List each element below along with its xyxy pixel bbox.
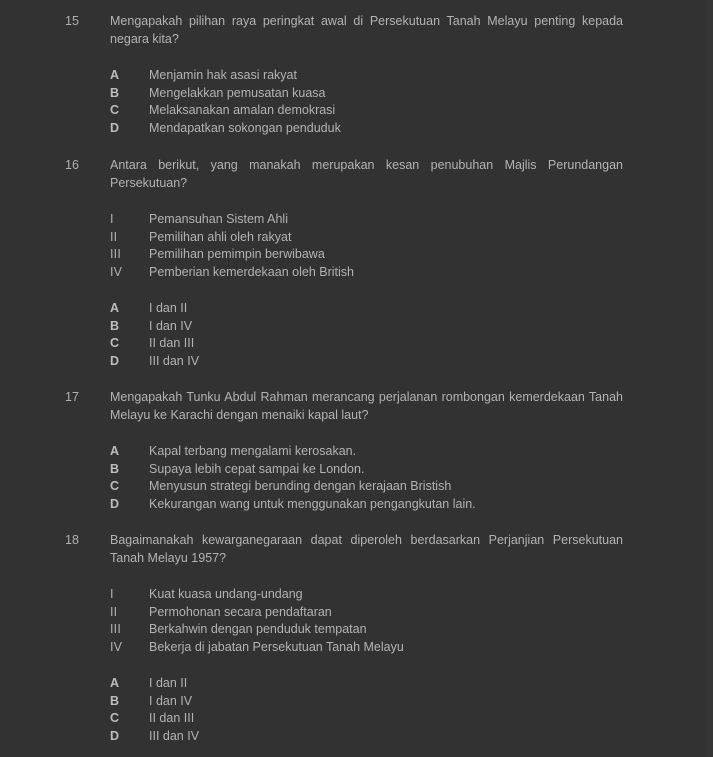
option-key: B	[110, 85, 120, 100]
question-body	[110, 156, 623, 370]
question-block-15	[0, 0, 713, 137]
statement-row	[110, 586, 623, 604]
statement-text: Bekerja di jabatan Persekutuan Tanah Melayu	[149, 639, 404, 654]
statement-text: Pemilihan ahli oleh rakyat	[149, 229, 292, 244]
question-text: Mengapakah pilihan raya peringkat awal di Persekutuan Tanah Melayu penting kepada negara kita?	[110, 14, 623, 46]
option-row[interactable]	[110, 728, 623, 746]
option-row[interactable]	[110, 710, 623, 728]
question-number: 16	[65, 158, 79, 172]
question-block-18	[0, 513, 713, 745]
question-number: 17	[65, 390, 79, 404]
option-row[interactable]	[110, 675, 623, 693]
spacer	[110, 192, 623, 211]
option-key: C	[110, 103, 120, 117]
option-key: B	[110, 693, 120, 708]
spacer	[110, 48, 623, 67]
statement-text: Pemberian kemerdekaan oleh British	[149, 264, 354, 279]
option-row[interactable]	[110, 318, 623, 336]
statement-text: Pemansuhan Sistem Ahli	[149, 212, 288, 226]
option-key: B	[110, 318, 120, 333]
option-text: II dan III	[149, 336, 195, 350]
statement-row	[110, 604, 623, 622]
option-key: C	[110, 479, 120, 493]
statement-text: Permohonan secara pendaftaran	[149, 604, 332, 619]
statement-text: Pemilihan pemimpin berwibawa	[149, 247, 325, 261]
option-row[interactable]	[110, 496, 623, 514]
statement-key: IV	[110, 264, 123, 279]
statement-key: II	[110, 229, 118, 244]
option-text: III dan IV	[149, 728, 200, 743]
option-row[interactable]	[110, 478, 623, 496]
statement-row	[110, 246, 623, 264]
option-key: C	[110, 711, 120, 725]
spacer	[110, 567, 623, 586]
spacer	[110, 281, 623, 300]
option-text: I dan II	[149, 301, 188, 315]
option-text: I dan IV	[149, 693, 193, 708]
option-key: D	[110, 728, 120, 743]
option-row[interactable]	[110, 353, 623, 371]
option-text: Menjamin hak asasi rakyat	[149, 68, 297, 82]
question-block-17	[0, 370, 713, 513]
statement-list	[110, 211, 623, 281]
option-text: Kapal terbang mengalami kerosakan.	[149, 444, 357, 458]
question-body	[110, 388, 623, 513]
option-text: Supaya lebih cepat sampai ke London.	[149, 461, 365, 476]
option-text: I dan II	[149, 676, 188, 690]
option-key: D	[110, 496, 120, 511]
statement-row	[110, 264, 623, 282]
statement-key: III	[110, 622, 122, 636]
option-row[interactable]	[110, 102, 623, 120]
option-list	[110, 443, 623, 513]
option-text: Menyusun strategi berunding dengan kerajaan Bristish	[149, 479, 452, 493]
option-row[interactable]	[110, 67, 623, 85]
question-body	[110, 531, 623, 745]
spacer	[110, 424, 623, 443]
option-row[interactable]	[110, 335, 623, 353]
option-text: II dan III	[149, 711, 195, 725]
option-row[interactable]	[110, 693, 623, 711]
statement-key: I	[110, 587, 114, 601]
option-list	[110, 67, 623, 137]
option-key: D	[110, 353, 120, 368]
option-text: Melaksanakan amalan demokrasi	[149, 103, 336, 117]
option-key: A	[110, 444, 120, 458]
option-text: Mengelakkan pemusatan kuasa	[149, 85, 326, 100]
statement-text: Kuat kuasa undang-undang	[149, 587, 303, 601]
option-row[interactable]	[110, 443, 623, 461]
option-text: I dan IV	[149, 318, 193, 333]
question-text: Antara berikut, yang manakah merupakan kesan penubuhan Majlis Perundangan Persekutuan?	[110, 158, 623, 190]
statement-text: Berkahwin dengan penduduk tempatan	[149, 622, 367, 636]
question-block-16	[0, 137, 713, 370]
statement-key: IV	[110, 639, 123, 654]
option-row[interactable]	[110, 85, 623, 103]
statement-key: I	[110, 212, 114, 226]
statement-key: II	[110, 604, 118, 619]
statement-row	[110, 211, 623, 229]
statement-row	[110, 639, 623, 657]
question-body	[110, 12, 623, 137]
option-key: D	[110, 120, 120, 135]
option-text: Mendapatkan sokongan penduduk	[149, 120, 341, 135]
statement-key: III	[110, 247, 122, 261]
spacer	[110, 656, 623, 675]
statement-list	[110, 586, 623, 656]
option-row[interactable]	[110, 300, 623, 318]
option-key: A	[110, 68, 120, 82]
option-text: III dan IV	[149, 353, 200, 368]
option-key: A	[110, 676, 120, 690]
question-number: 18	[65, 533, 79, 547]
question-text: Mengapakah Tunku Abdul Rahman merancang perjalanan rombongan kemerdekaan Tanah Melayu ke Karachi dengan menaiki kapal laut?	[110, 390, 623, 422]
option-key: B	[110, 461, 120, 476]
option-list	[110, 675, 623, 745]
option-key: C	[110, 336, 120, 350]
question-number: 15	[65, 14, 79, 28]
option-row[interactable]	[110, 120, 623, 138]
statement-row	[110, 229, 623, 247]
option-list	[110, 300, 623, 370]
question-text: Bagaimanakah kewarganegaraan dapat diperoleh berdasarkan Perjanjian Persekutuan Tanah Melayu 1957?	[110, 533, 623, 565]
option-row[interactable]	[110, 461, 623, 479]
option-key: A	[110, 301, 120, 315]
statement-row	[110, 621, 623, 639]
option-text: Kekurangan wang untuk menggunakan pengangkutan lain.	[149, 496, 476, 511]
